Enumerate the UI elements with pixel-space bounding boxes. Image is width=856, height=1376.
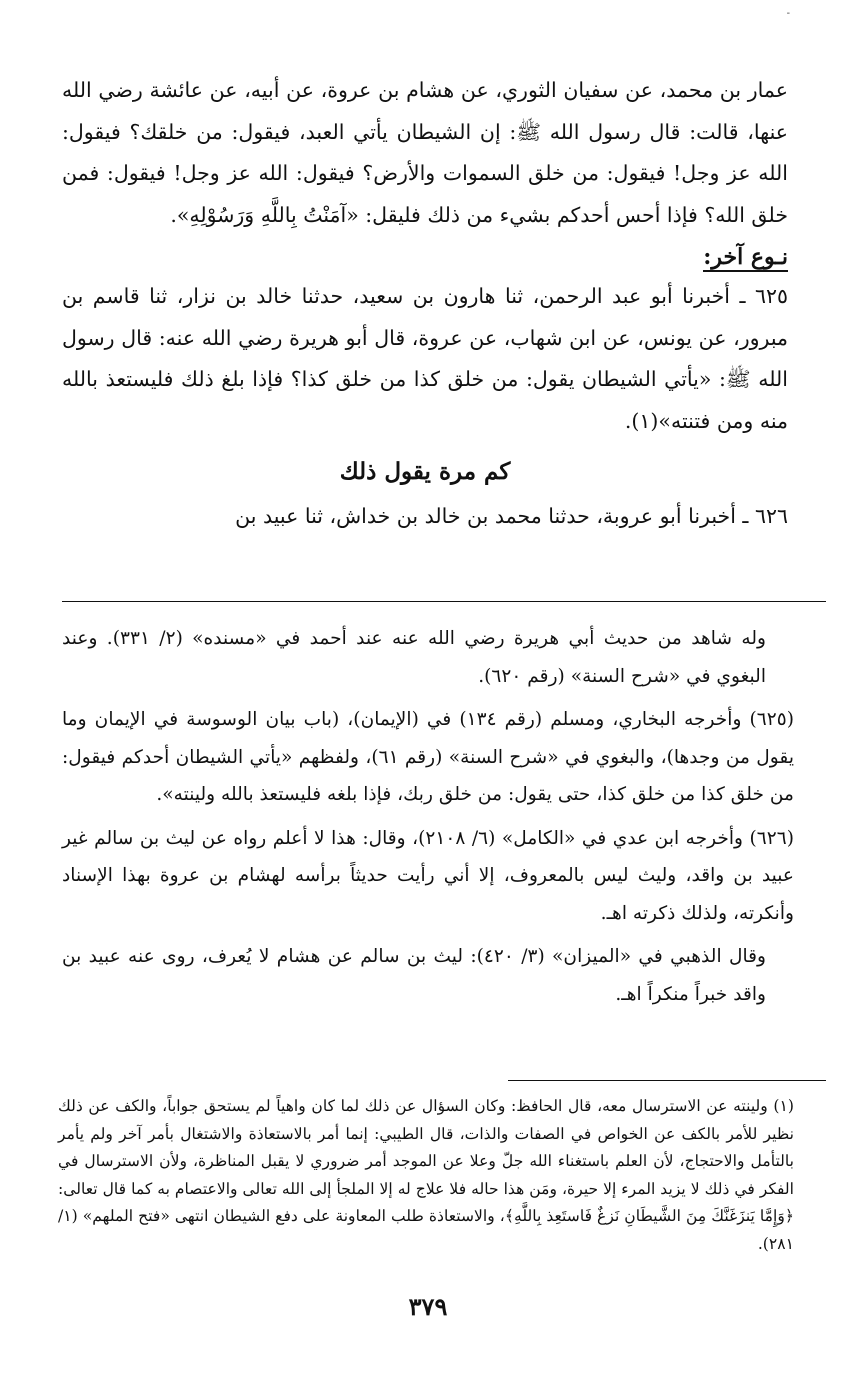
footnote-divider	[508, 1080, 826, 1081]
hadith-625-paragraph: ٦٢٥ ـ أخبرنا أبو عبد الرحمن، ثنا هارون بن سعيد، حدثنا خالد بن نزار، ثنا قاسم بن مبرور، عن يونس، عن ابن شهاب، عن عروة، قال أبو هريرة رضي الله عنه: قال رسول الله ﷺ: «يأتي الشيطان يقول: من خلق كذا من خلق كذا؟ فإذا بلغ ذلك فليستعذ بالله منه ومن فتنته»(١).	[62, 284, 788, 433]
footnote-1: (١) ولينته عن الاسترسال معه، قال الحافظ: وكان السؤال عن ذلك لما كان واهياً لم يستحق جواباً، والكف عن ذلك نظير للأمر بالكف عن الخواص في الصفات والذات، قال الطيبي: إنما أمر بالاستعاذة والاشتغال بأمر آخر ولم يأمر بالتأمل والاحتجاج، لأن العلم باستغناء الله جلّ وعلا عن الموجد أمر ضروري لا يقبل المناظرة، ولأن الاسترسال في الفكر في ذلك لا يزيد المرء إلا حيرة، ومَن هذا حاله فلا علاج له إلا الملجأ إلى الله تعالى والاعتصام به كما قال تعالى: ﴿وَإِمَّا يَنزَغَنَّكَ مِنَ الشَّيطَانِ نَزغٌ فَاستَعِذ بِاللَّهِ﴾، والاستعاذة طلب المعاونة على دفع الشيطان انتهى «فتح الملهم» (١/ ٢٨١).	[58, 1097, 794, 1253]
notes-section	[62, 620, 794, 1019]
hadith-626-paragraph: ٦٢٦ ـ أخبرنا أبو عروبة، حدثنا محمد بن خالد بن خداش، ثنا عبيد بن	[235, 504, 788, 528]
section-subheading	[62, 238, 788, 276]
top-mark: -	[786, 8, 790, 19]
subheading-text: نـوع آخر:	[703, 244, 788, 270]
page-number: ٣٧٩	[408, 1292, 448, 1321]
note-625: (٦٢٥) وأخرجه البخاري، ومسلم (رقم ١٣٤) في (الإيمان)، (باب بيان الوسوسة في الإيمان وما يقول من وجدها)، والبغوي في «شرح السنة» (رقم ٦١)، ولفظهم «يأتي الشيطان أحدكم فيقول: من خلق كذا من خلق كذا، حتى يقول: من خلق ربك، فإذا بلغه فليستعذ بالله ولينته».	[62, 709, 794, 805]
note-dhahabi: وقال الذهبي في «الميزان» (٣/ ٤٢٠): ليث بن سالم عن هشام لا يُعرف، روى عنه عبيد بن واقد خبراً منكراً اهـ.	[62, 946, 766, 1005]
hadith-paragraph: عمار بن محمد، عن سفيان الثوري، عن هشام بن عروة، عن أبيه، عن عائشة رضي الله عنها، قالت: قال رسول الله ﷺ: إن الشيطان يأتي العبد، فيقول: من خلقك؟ فيقول: الله عز وجل! فيقول: من خلق السموات والأرض؟ فيقول: الله عز وجل! فيقول: فمن خلق الله؟ فإذا أحس أحدكم بشيء من ذلك فليقل: «آمَنْتُ بِاللَّهِ وَرَسُوْلِهِ».	[62, 78, 788, 227]
notes-divider	[62, 601, 826, 602]
chapter-heading: كم مرة يقول ذلك	[339, 458, 511, 485]
note-witness: وله شاهد من حديث أبي هريرة رضي الله عنه عند أحمد في «مسنده» (٢/ ٣٣١). وعند البغوي في «شرح السنة» (رقم ٦٢٠).	[62, 628, 766, 687]
main-text	[62, 70, 788, 538]
note-626: (٦٢٦) وأخرجه ابن عدي في «الكامل» (٦/ ٢١٠٨)، وقال: هذا لا أعلم رواه عن ليث بن سالم غير عبيد بن واقد، وليث ليس بالمعروف، إلا أني رأيت حديثاً برأسه لهشام بن عروة بهذا الإسناد وأنكرته، ولذلك ذكرته اهـ.	[62, 827, 794, 924]
